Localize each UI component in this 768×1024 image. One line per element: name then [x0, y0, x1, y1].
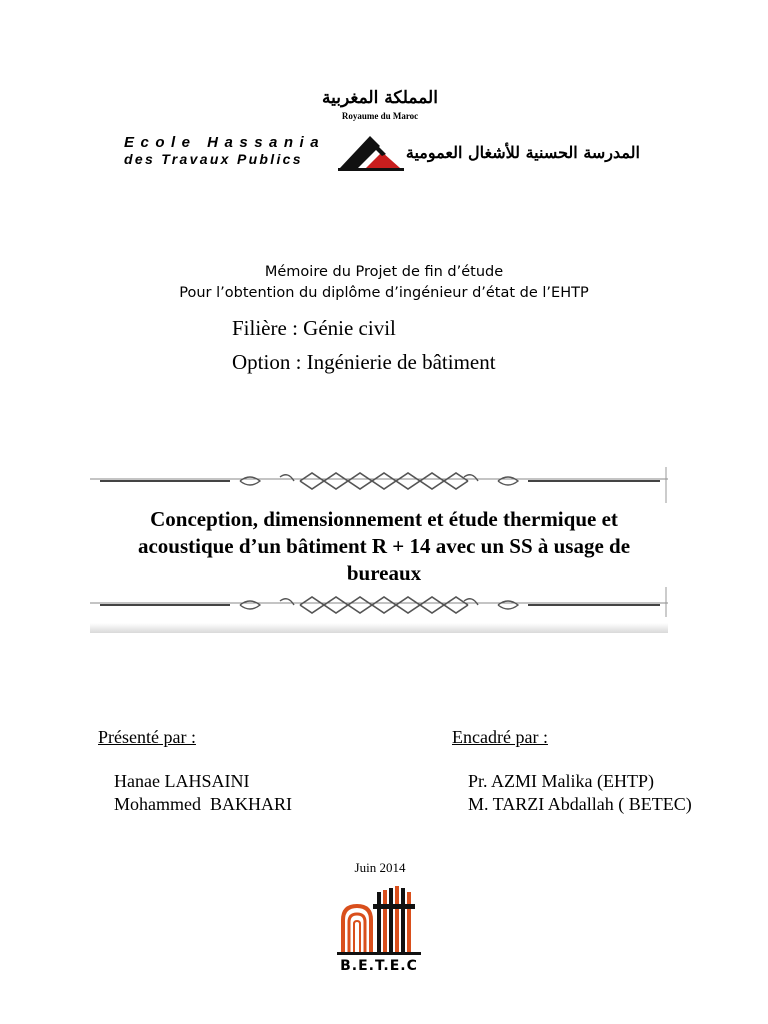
ornament-divider-bottom — [90, 587, 668, 627]
betec-logo — [337, 884, 421, 956]
thesis-title: Conception, dimensionnement et étude thermique et acoustique d’un bâtiment R + 14 avec un SS à usage de bureaux — [137, 507, 631, 585]
school-name-fr-line1: Ecole Hassania — [124, 134, 326, 151]
school-name-arabic: المدرسة الحسنية للأشغال العمومية — [405, 143, 640, 162]
betec-name: B.E.T.E.C — [340, 958, 418, 974]
thesis-intro-line2: Pour l’obtention du diplôme d’ingénieur d’état de l’EHTP — [179, 285, 589, 301]
student-names: Hanae LAHSAINI Mohammed BAKHARI — [114, 771, 292, 814]
option-line: Option : Ingénierie de bâtiment — [232, 350, 496, 374]
supervisor-names: Pr. AZMI Malika (EHTP) M. TARZI Abdallah ( BETEC) — [468, 771, 692, 814]
kingdom-arabic-title: المملكة المغربية — [322, 88, 438, 108]
presented-by-label: Présenté par : — [98, 727, 196, 747]
thesis-intro-line1: Mémoire du Projet de fin d’étude — [264, 264, 504, 280]
submission-date: Juin 2014 — [354, 860, 406, 875]
supervised-by-label: Encadré par : — [452, 727, 548, 747]
filiere-line: Filière : Génie civil — [232, 316, 396, 340]
ornament-divider-top — [90, 463, 668, 503]
ehtp-logo — [336, 132, 408, 172]
school-name-fr-line2: des Travaux Publics — [124, 151, 303, 167]
thesis-intro — [0, 262, 768, 304]
kingdom-french-title: Royaume du Maroc — [341, 111, 419, 121]
